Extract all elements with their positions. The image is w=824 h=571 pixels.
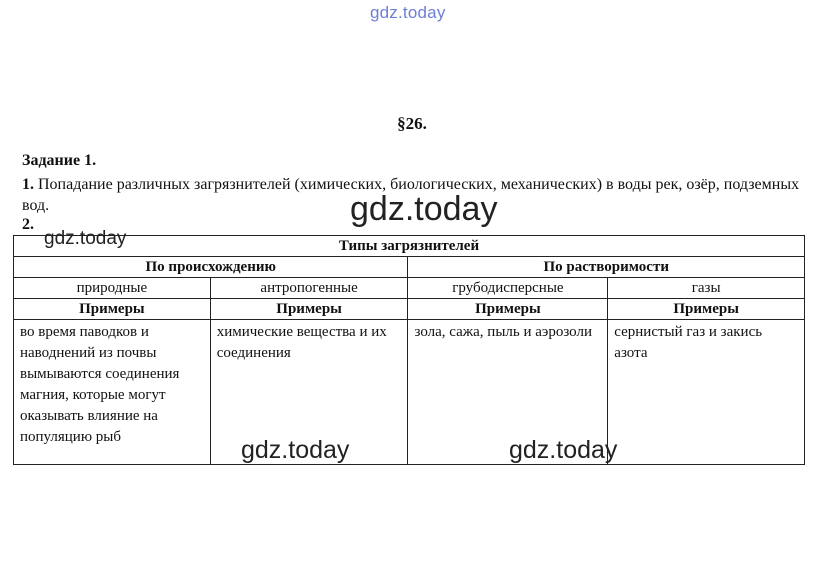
example-anthropogenic: химические вещества и их соединения	[210, 320, 408, 465]
type-coarse-dispersed: грубодисперсные	[408, 278, 608, 299]
example-coarse-dispersed: зола, сажа, пыль и аэрозоли	[408, 320, 608, 465]
item-1-text: Попадание различных загрязнителей (химических, биологических, механических) в воды рек, озёр, подземных вод.	[22, 176, 800, 214]
watermark-top: gdz.today	[370, 3, 446, 22]
examples-label-4: Примеры	[608, 299, 805, 320]
task-title: Задание 1.	[22, 152, 97, 169]
examples-label-3: Примеры	[408, 299, 608, 320]
example-natural: во время паводков и наводнений из почвы вымываются соединения магния, которые могут оказывать влияние на популяцию рыб	[14, 320, 211, 465]
type-gases: газы	[608, 278, 805, 299]
examples-label-2: Примеры	[210, 299, 408, 320]
group-solubility-header: По растворимости	[408, 257, 805, 278]
pollutant-types-table	[13, 235, 805, 465]
watermark: gdz.today	[44, 228, 127, 249]
item-2-number: 2.	[22, 216, 34, 233]
type-anthropogenic: антропогенные	[210, 278, 408, 299]
group-origin-header: По происхождению	[14, 257, 408, 278]
watermark: gdz.today	[241, 436, 350, 464]
watermark: gdz.today	[350, 190, 498, 228]
type-natural: природные	[14, 278, 211, 299]
section-heading: §26.	[397, 114, 427, 133]
examples-label-1: Примеры	[14, 299, 211, 320]
watermark: gdz.today	[509, 436, 618, 464]
item-1-number: 1.	[22, 176, 34, 193]
table-title: Типы загрязнителей	[14, 236, 805, 257]
example-gases: сернистый газ и закись азота	[608, 320, 805, 465]
